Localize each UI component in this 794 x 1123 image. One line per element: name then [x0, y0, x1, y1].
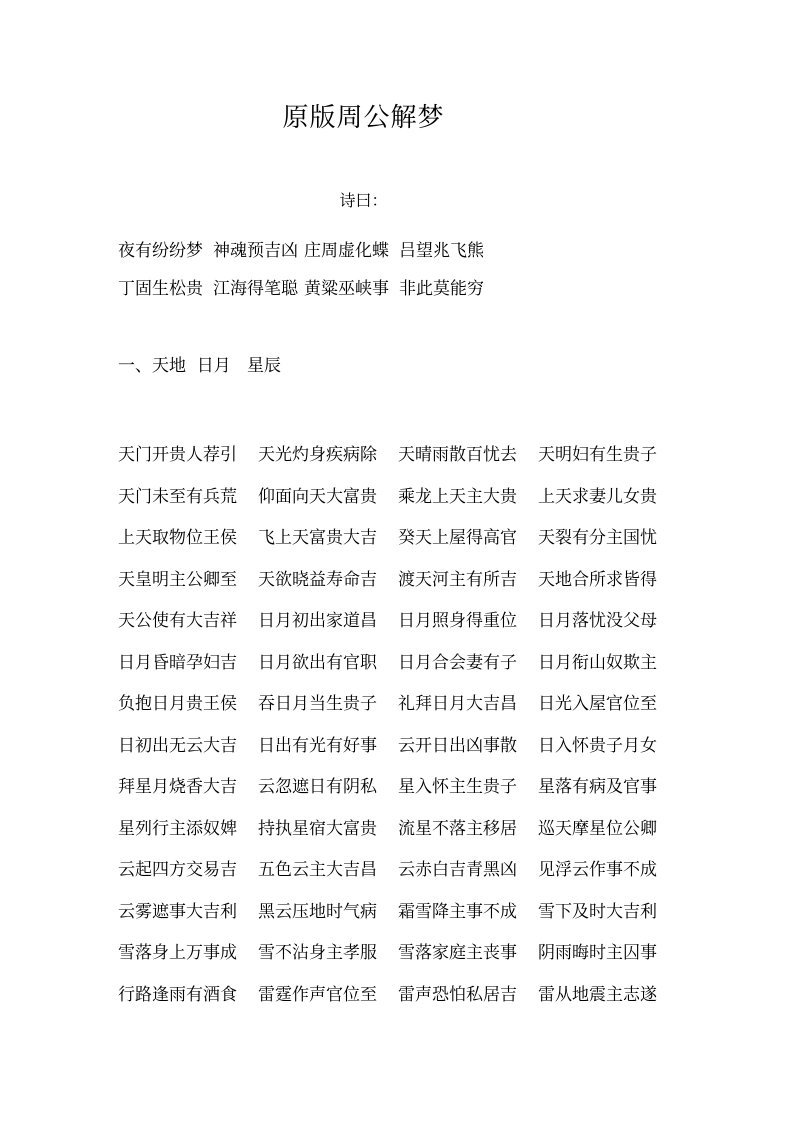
entry-row: [118, 930, 678, 972]
dream-entry: 上天求妻儿女贵: [538, 486, 657, 507]
dream-entry: 飞上天富贵大吉: [258, 528, 377, 549]
dream-entry: 日月昏暗孕妇吉: [118, 652, 237, 673]
poem-line: [118, 229, 494, 267]
dream-entry: 见浮云作事不成: [538, 860, 657, 881]
dream-entry: 日出有光有好事: [258, 735, 377, 756]
dream-entry: 雷声恐怕私居吉: [398, 984, 517, 1005]
dream-entry: 行路逢雨有酒食: [118, 984, 237, 1005]
dream-entry: 天皇明主公卿至: [118, 569, 237, 590]
dream-entry: 云开日出凶事散: [398, 735, 517, 756]
entry-row: [118, 432, 678, 474]
dream-entry: 星列行主添奴婢: [118, 818, 237, 839]
dream-entry: 日入怀贵子月女: [538, 735, 657, 756]
dream-entry: 拜星月烧香大吉: [118, 777, 237, 798]
dream-entry: 天公使有大吉祥: [118, 611, 237, 632]
poem-verse: 丁固生松贵: [118, 278, 203, 299]
dream-entry: 天门开贵人荐引: [118, 445, 237, 466]
dream-entry: 天裂有分主国忧: [538, 528, 657, 549]
entry-row: [118, 474, 678, 516]
entry-row: [118, 557, 678, 599]
poem-verse: 吕望兆飞熊: [399, 240, 484, 261]
dream-entry: 癸天上屋得高官: [398, 528, 517, 549]
poem-verse: 神魂预吉凶: [213, 240, 298, 261]
poem-verse: 非此莫能穷: [399, 278, 484, 299]
dream-entry: 雪落家庭主丧事: [398, 943, 517, 964]
dream-entry: 星入怀主生贵子: [398, 777, 517, 798]
dream-entry: 云忽遮日有阴私: [258, 777, 377, 798]
dream-entry: 上天取物位王侯: [118, 528, 237, 549]
dream-entry: 云起四方交易吉: [118, 860, 237, 881]
dream-entry: 仰面向天大富贵: [258, 486, 377, 507]
entry-row: [118, 515, 678, 557]
dream-entry: 天明妇有生贵子: [538, 445, 657, 466]
dream-entry: 天地合所求皆得: [538, 569, 657, 590]
dream-entry: 日月欲出有官职: [258, 652, 377, 673]
dream-entry: 天门未至有兵荒: [118, 486, 237, 507]
dream-entry: 日月衔山奴欺主: [538, 652, 657, 673]
poem-verse: 黄粱巫峡事: [304, 278, 389, 299]
entry-row: [118, 972, 678, 1014]
dream-entry: 日月落忧没父母: [538, 611, 657, 632]
page-title: 原版周公解梦: [282, 103, 445, 133]
dream-entry: 黑云压地时气病: [258, 901, 377, 922]
dream-entry: 雪下及时大吉利: [538, 901, 657, 922]
poem-verse: 庄周虚化蝶: [304, 240, 389, 261]
dream-entry: 渡天河主有所吉: [398, 569, 517, 590]
dream-entries: [118, 432, 678, 1013]
entry-row: [118, 764, 678, 806]
entry-row: [118, 847, 678, 889]
dream-entry: 阴雨晦时主囚事: [538, 943, 657, 964]
dream-entry: 霜雪降主事不成: [398, 901, 517, 922]
dream-entry: 吞日月当生贵子: [258, 694, 377, 715]
entry-row: [118, 640, 678, 682]
dream-entry: 乘龙上天主大贵: [398, 486, 517, 507]
poem-line: [118, 267, 494, 305]
dream-entry: 日月合会妻有子: [398, 652, 517, 673]
dream-entry: 日光入屋官位至: [538, 694, 657, 715]
dream-entry: 星落有病及官事: [538, 777, 657, 798]
dream-entry: 日月照身得重位: [398, 611, 517, 632]
dream-entry: 云雾遮事大吉利: [118, 901, 237, 922]
dream-entry: 雷霆作声官位至: [258, 984, 377, 1005]
entry-row: [118, 806, 678, 848]
dream-entry: 云赤白吉青黑凶: [398, 860, 517, 881]
dream-entry: 日初出无云大吉: [118, 735, 237, 756]
dream-entry: 巡天摩星位公卿: [538, 818, 657, 839]
dream-entry: 天欲晓益寿命吉: [258, 569, 377, 590]
entry-row: [118, 598, 678, 640]
dream-entry: 天光灼身疾病除: [258, 445, 377, 466]
entry-row: [118, 723, 678, 765]
dream-entry: 负抱日月贵王侯: [118, 694, 237, 715]
dream-entry: 雪落身上万事成: [118, 943, 237, 964]
dream-entry: 雷从地震主志遂: [538, 984, 657, 1005]
dream-entry: 礼拜日月大吉昌: [398, 694, 517, 715]
dream-entry: 日月初出家道昌: [258, 611, 377, 632]
entry-row: [118, 681, 678, 723]
poem: [118, 229, 494, 305]
dream-entry: 天晴雨散百忧去: [398, 445, 517, 466]
dream-entry: 五色云主大吉昌: [258, 860, 377, 881]
dream-entry: 流星不落主移居: [398, 818, 517, 839]
dream-entry: 持执星宿大富贵: [258, 818, 377, 839]
poem-verse: 夜有纷纷梦: [118, 240, 203, 261]
poem-verse: 江海得笔聪: [213, 278, 298, 299]
section-heading: 一、天地 日月 星辰: [118, 356, 282, 376]
entry-row: [118, 889, 678, 931]
dream-entry: 雪不沾身主孝服: [258, 943, 377, 964]
poem-heading: 诗曰：: [339, 191, 388, 210]
